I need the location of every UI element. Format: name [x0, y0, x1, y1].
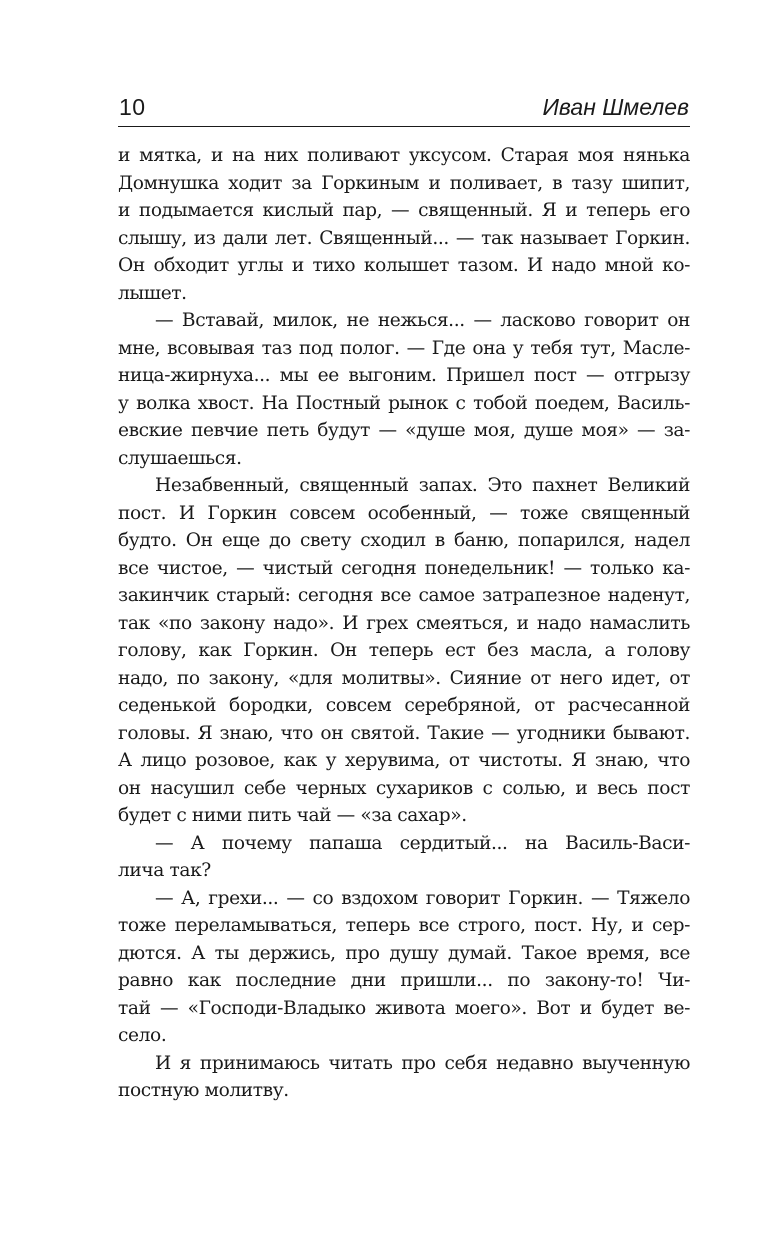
text-line: надо, по закону, «для молитвы». Сияние от него идет, от [118, 667, 690, 689]
text-line: Он обходит углы и тихо колышет тазом. И надо мной ко- [118, 255, 690, 276]
text-line: — А, грехи... — со вздохом говорит Горкин. — Тяжело [155, 887, 690, 909]
text-line: лича так? [118, 860, 211, 881]
text-line: тай — «Господи-Владыко живота моего». Вот и будет ве- [118, 997, 690, 1019]
author-name: Иван Шмелев [542, 94, 689, 120]
text-line: будто. Он еще до свету сходил в баню, попарился, надел [118, 530, 690, 551]
text-line: слышу, из дали лет. Священный... — так называет Горкин. [118, 227, 690, 249]
text-line: голову, как Горкин. Он теперь ест без масла, а голову [118, 640, 690, 661]
text-line: равно как последние дни пришли... по закону-то! Чи- [118, 970, 690, 991]
page-number: 10 [119, 94, 146, 120]
text-line: дются. А ты держись, про душу думай. Такое время, все [118, 942, 690, 964]
text-line: лышет. [118, 282, 187, 304]
text-line: так «по закону надо». И грех смеяться, и надо намаслить [118, 612, 690, 634]
text-line: он насушил себе черных сухариков с солью, и весь пост [118, 777, 690, 799]
text-line: село. [118, 1025, 167, 1046]
text-line: Домнушка ходит за Горкиным и поливает, в тазу шипит, [118, 172, 690, 194]
text-line: — А почему папаша сердитый... на Василь-Васи- [155, 832, 690, 854]
text-line: и мятка, и на них поливают уксусом. Старая моя нянька [118, 145, 690, 166]
text-line: пост. И Горкин совсем особенный, — тоже священный [118, 502, 690, 524]
text-line: все чистое, — чистый сегодня понедельник! — только ка- [118, 557, 690, 579]
text-line: головы. Я знаю, что он святой. Такие — угодники бывают. [118, 722, 690, 744]
text-line: — Вставай, милок, не нежься... — ласково говорит он [155, 310, 690, 331]
text-line: А лицо розовое, как у херувима, от чистоты. Я знаю, что [118, 750, 690, 771]
text-line: Незабвенный, священный запах. Это пахнет Великий [155, 475, 690, 496]
text-line: евские певчие петь будут — «душе моя, душе моя» — за- [118, 420, 690, 441]
text-line: у волка хвост. На Постный рынок с тобой поедем, Василь- [118, 392, 690, 414]
text-line: и подымается кислый пар, — священный. Я и теперь его [118, 200, 690, 221]
text-line: И я принимаюсь читать про себя недавно выученную [155, 1052, 690, 1074]
text-line: седенькой бородки, совсем серебряной, от расчесанной [118, 695, 690, 716]
text-line: ница-жирнуха... мы ее выгоним. Пришел пост — отгрызу [118, 365, 690, 386]
text-line: тоже переламываться, теперь все строго, пост. Ну, и сер- [118, 915, 690, 936]
text-line: постную молитву. [118, 1080, 289, 1101]
text-line: будет с ними пить чай — «за сахар». [118, 805, 467, 826]
text-line: закинчик старый: сегодня все самое затрапезное наденут, [118, 585, 690, 606]
running-header [118, 92, 690, 127]
text-line: слушаешься. [118, 447, 242, 469]
body-text [118, 142, 690, 1105]
text-line: мне, всовывая таз под полог. — Где она у тебя тут, Масле- [118, 337, 690, 359]
